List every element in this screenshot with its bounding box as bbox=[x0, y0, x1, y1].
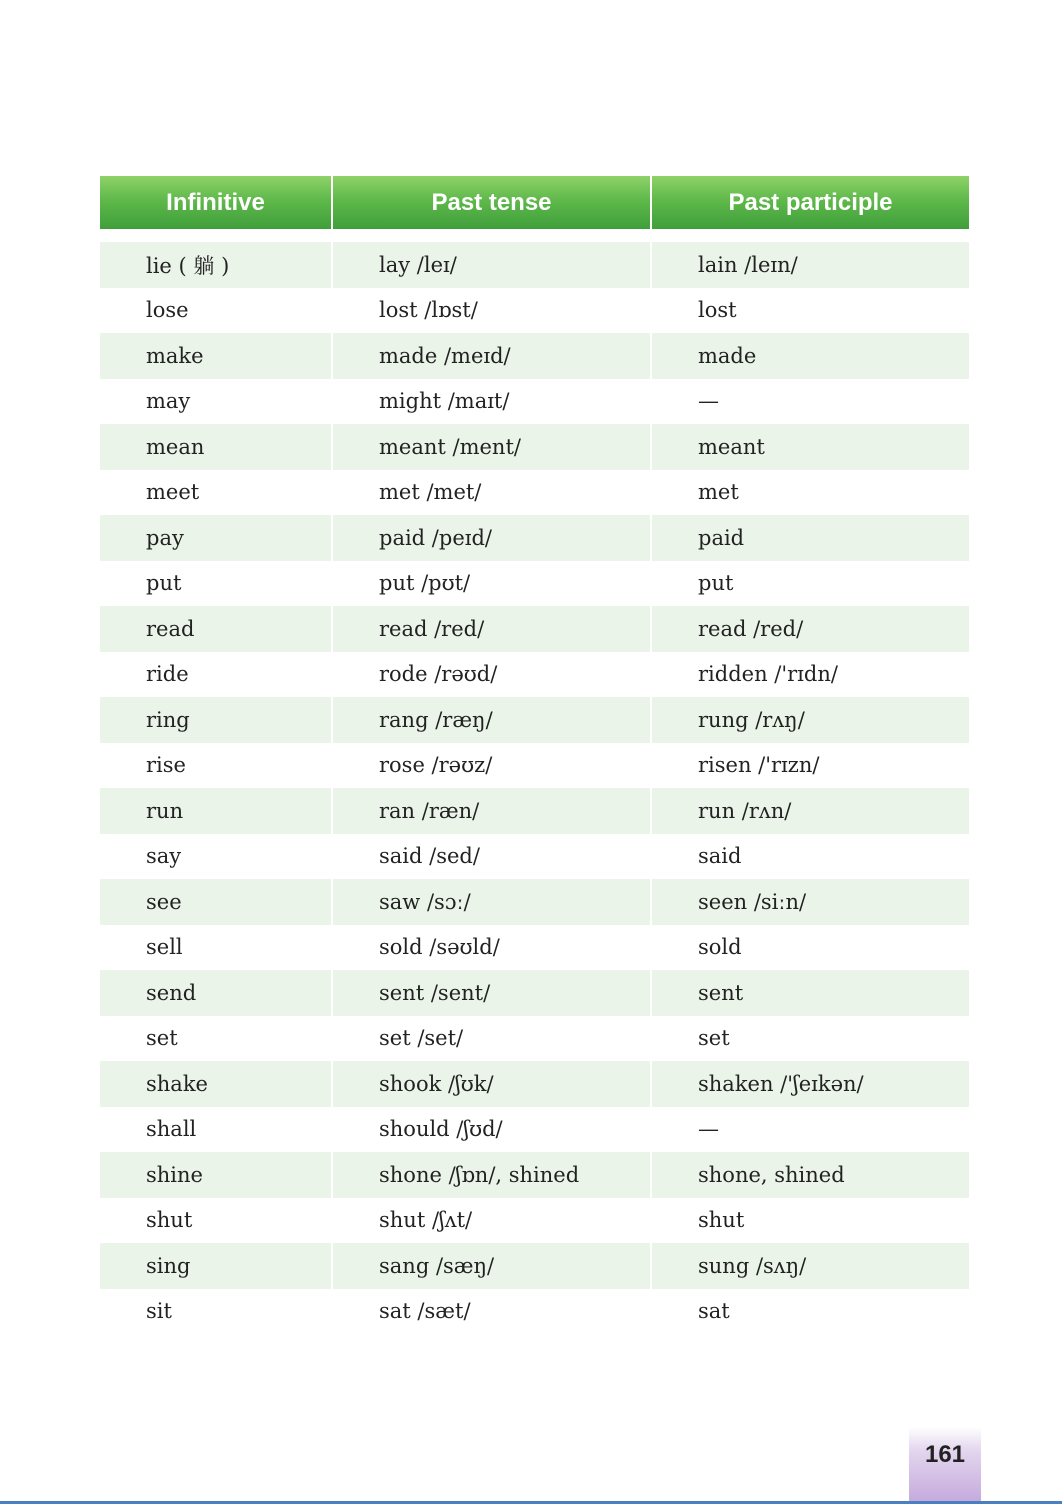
cell-past-tense: met /met/ bbox=[331, 470, 650, 516]
table-row bbox=[100, 470, 969, 516]
cell-infinitive: set bbox=[146, 1026, 178, 1051]
table-row bbox=[100, 697, 969, 743]
cell-past-participle: seen /siːn/ bbox=[650, 879, 969, 925]
cell-past-tense: sat /sæt/ bbox=[331, 1289, 650, 1335]
cell-infinitive: run bbox=[100, 788, 331, 834]
cell-past-participle: meant bbox=[650, 424, 969, 470]
page-number-tab bbox=[909, 1427, 981, 1504]
cell-past-tense: put /pʊt/ bbox=[331, 561, 650, 607]
cell-past-tense: meant /ment/ bbox=[331, 424, 650, 470]
cell-past-participle: sold bbox=[650, 925, 969, 971]
table-row bbox=[100, 561, 969, 607]
cell-past-tense: said /sed/ bbox=[331, 834, 650, 880]
cell-past-tense: sold /səʊld/ bbox=[331, 925, 650, 971]
cell-infinitive: shall bbox=[146, 1117, 197, 1142]
table-row bbox=[100, 743, 969, 789]
cell-past-tense: lost /lɒst/ bbox=[331, 288, 650, 334]
cell-infinitive: say bbox=[146, 844, 182, 869]
cell-past-participle: rung /rʌŋ/ bbox=[650, 697, 969, 743]
cell-past-tense: shut /ʃʌt/ bbox=[331, 1198, 650, 1244]
table-row bbox=[100, 1243, 969, 1289]
cell-past-participle: ridden /'rɪdn/ bbox=[650, 652, 969, 698]
table-row bbox=[100, 1198, 969, 1244]
table-row bbox=[100, 379, 969, 425]
cell-infinitive: lie ( 躺 ) bbox=[100, 242, 331, 288]
cell-past-participle: read /red/ bbox=[650, 606, 969, 652]
cell-past-tense: shook /ʃʊk/ bbox=[331, 1061, 650, 1107]
cell-past-participle: lain /leɪn/ bbox=[650, 242, 969, 288]
table-row bbox=[100, 1107, 969, 1153]
cell-infinitive: shine bbox=[100, 1152, 331, 1198]
table-row bbox=[100, 788, 969, 834]
cell-past-tense: ran /ræn/ bbox=[331, 788, 650, 834]
cell-past-participle: said bbox=[650, 834, 969, 880]
header-past-tense: Past tense bbox=[331, 176, 650, 229]
table-body bbox=[100, 242, 969, 1334]
table-row bbox=[100, 879, 969, 925]
cell-past-tense: rang /ræŋ/ bbox=[331, 697, 650, 743]
cell-past-tense: shone /ʃɒn/, shined bbox=[331, 1152, 650, 1198]
cell-past-participle: set bbox=[650, 1016, 969, 1062]
cell-past-tense: sent /sent/ bbox=[331, 970, 650, 1016]
table-row bbox=[100, 333, 969, 379]
cell-infinitive: rise bbox=[146, 753, 186, 778]
cell-past-participle: sent bbox=[650, 970, 969, 1016]
cell-infinitive: see bbox=[100, 879, 331, 925]
cell-past-participle: lost bbox=[650, 288, 969, 334]
cell-infinitive: lose bbox=[146, 298, 189, 323]
cell-past-participle: shaken /'ʃeɪkən/ bbox=[650, 1061, 969, 1107]
cell-infinitive: send bbox=[100, 970, 331, 1016]
cell-past-participle: put bbox=[650, 561, 969, 607]
table-header-row bbox=[100, 176, 969, 229]
table-row bbox=[100, 1061, 969, 1107]
cell-infinitive: sell bbox=[146, 935, 183, 960]
cell-infinitive: shut bbox=[146, 1208, 193, 1233]
table-row bbox=[100, 1152, 969, 1198]
table-row bbox=[100, 834, 969, 880]
header-infinitive: Infinitive bbox=[100, 176, 331, 229]
header-past-participle: Past participle bbox=[650, 176, 969, 229]
table-row bbox=[100, 925, 969, 971]
cell-past-participle: sung /sʌŋ/ bbox=[650, 1243, 969, 1289]
cell-past-participle: shut bbox=[650, 1198, 969, 1244]
cell-past-tense: read /red/ bbox=[331, 606, 650, 652]
cell-past-tense: saw /sɔː/ bbox=[331, 879, 650, 925]
table-row bbox=[100, 606, 969, 652]
cell-infinitive: sit bbox=[146, 1299, 172, 1324]
table-row bbox=[100, 242, 969, 288]
cell-infinitive: ride bbox=[146, 662, 189, 687]
table-row bbox=[100, 652, 969, 698]
cell-infinitive: meet bbox=[146, 480, 200, 505]
table-row bbox=[100, 515, 969, 561]
cell-infinitive: make bbox=[100, 333, 331, 379]
cell-past-tense: rose /rəʊz/ bbox=[331, 743, 650, 789]
cell-past-tense: should /ʃʊd/ bbox=[331, 1107, 650, 1153]
page-number: 161 bbox=[924, 1441, 966, 1468]
cell-past-participle: — bbox=[650, 379, 969, 425]
cell-past-participle: met bbox=[650, 470, 969, 516]
cell-infinitive: may bbox=[146, 389, 191, 414]
cell-infinitive: ring bbox=[100, 697, 331, 743]
cell-past-tense: might /maɪt/ bbox=[331, 379, 650, 425]
cell-infinitive: sing bbox=[100, 1243, 331, 1289]
cell-infinitive: shake bbox=[100, 1061, 331, 1107]
cell-past-participle: made bbox=[650, 333, 969, 379]
cell-past-tense: lay /leɪ/ bbox=[331, 242, 650, 288]
cell-past-tense: sang /sæŋ/ bbox=[331, 1243, 650, 1289]
table-row bbox=[100, 424, 969, 470]
cell-infinitive: read bbox=[100, 606, 331, 652]
cell-past-participle: paid bbox=[650, 515, 969, 561]
cell-infinitive: put bbox=[146, 571, 182, 596]
cell-past-participle: risen /'rɪzn/ bbox=[650, 743, 969, 789]
table-row bbox=[100, 1016, 969, 1062]
cell-past-tense: set /set/ bbox=[331, 1016, 650, 1062]
cell-past-tense: paid /peɪd/ bbox=[331, 515, 650, 561]
table-row bbox=[100, 288, 969, 334]
table-row bbox=[100, 1289, 969, 1335]
cell-past-tense: rode /rəʊd/ bbox=[331, 652, 650, 698]
irregular-verbs-table bbox=[100, 176, 969, 1334]
cell-past-participle: sat bbox=[650, 1289, 969, 1335]
table-row bbox=[100, 970, 969, 1016]
cell-infinitive: pay bbox=[100, 515, 331, 561]
cell-past-participle: run /rʌn/ bbox=[650, 788, 969, 834]
cell-past-tense: made /meɪd/ bbox=[331, 333, 650, 379]
cell-infinitive: mean bbox=[100, 424, 331, 470]
cell-past-participle: shone, shined bbox=[650, 1152, 969, 1198]
cell-past-participle: — bbox=[650, 1107, 969, 1153]
